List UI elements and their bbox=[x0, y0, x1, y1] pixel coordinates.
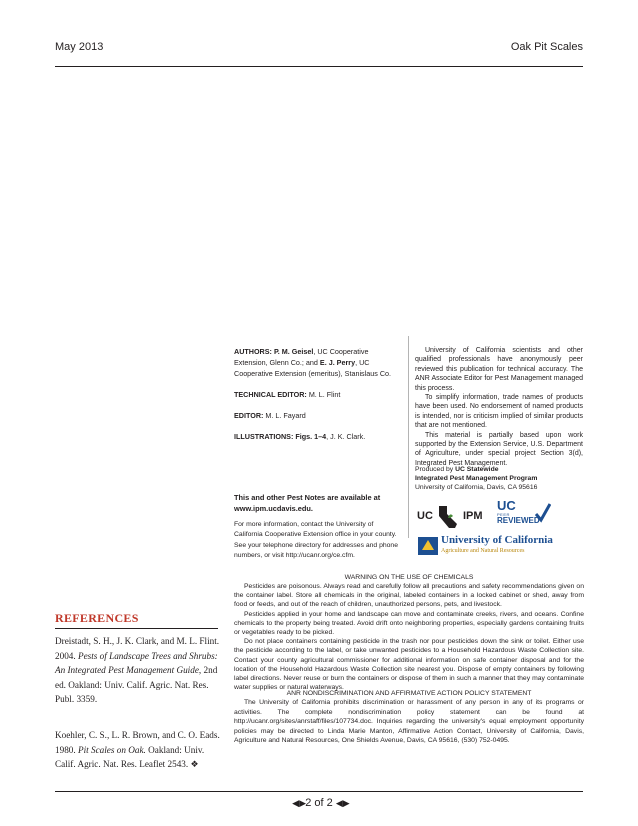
produced-program: Integrated Pest Management Program bbox=[415, 475, 538, 482]
uc-logo-text: UC bbox=[417, 510, 433, 522]
produced-by bbox=[415, 465, 583, 492]
reference-2-title: Pit Scales on Oak. bbox=[77, 744, 146, 755]
warning-paragraph-3: Do not place containers containing pesticide in the trash nor pour pesticides down the sink or toilet. Either use the pesticide according to the label, or take unwanted pesticides to a Household Hazardous Waste Collection site. Contact your county agricultural commissioner for additional information on safe container disposal and for the location of the Household Hazardous Waste Collection site nearest you. Dispose of empty containers by following label directions. Never reuse or burn the containers or dispose of them in such a manner that they may contaminate water supplies or natural waterways. bbox=[234, 638, 584, 692]
reference-1-authors: Dreistadt, S. H., J. K. Clark, and M. L. Flint. 2004. bbox=[55, 636, 220, 661]
ipm-logo-text: IPM bbox=[463, 510, 483, 522]
arrow-right-icon: ◀▶ bbox=[335, 798, 350, 808]
editor-line bbox=[234, 410, 400, 421]
header-rule bbox=[55, 66, 583, 67]
tech-editor-value: M. L. Flint bbox=[308, 390, 341, 399]
footer-rule bbox=[55, 791, 583, 792]
review-paragraph-1: University of California scientists and other qualified professionals have anonymously peer reviewed this publication for technical accuracy. The ANR Associate Editor for Pest Management managed this process. bbox=[415, 347, 583, 392]
logo-group bbox=[415, 500, 585, 560]
peer-reviewed-label: REVIEWED bbox=[497, 516, 540, 525]
produced-address: University of California, Davis, CA 95616 bbox=[415, 484, 538, 491]
authors-label: AUTHORS: bbox=[234, 347, 272, 356]
anr-policy-body bbox=[234, 698, 584, 746]
pest-notes-line: This and other Pest Notes are available at bbox=[234, 493, 381, 502]
reference-item bbox=[55, 634, 221, 707]
peer-reviewed-badge bbox=[497, 498, 540, 530]
references-rule bbox=[55, 628, 218, 629]
page-number bbox=[0, 797, 638, 809]
page-number-text: 2 of 2 bbox=[305, 797, 333, 809]
warning-paragraph-2: Pesticides applied in your home and landscape can move and contaminate creeks, rivers, and oceans. Confine chemicals to the property being treated. Avoid drift onto neighboring properties, especially gardens containing fruits or vegetables ready to be picked. bbox=[234, 610, 584, 637]
author-2: E. J. Perry bbox=[319, 358, 356, 367]
review-statement bbox=[415, 346, 583, 468]
reference-item bbox=[55, 728, 221, 772]
author-1: P. M. Geisel bbox=[273, 347, 314, 356]
produced-line-2 bbox=[415, 474, 583, 483]
reference-1-publisher: , 2nd ed. Oakland: Univ. Calif. Agric. Nat. Res. Publ. 3359. bbox=[55, 665, 218, 705]
review-paragraph-2: To simplify information, trade names of products have been used. No endorsement of named products is intended, nor is criticism implied of similar products that are not mentioned. bbox=[415, 394, 583, 430]
illustrations-label: ILLUSTRATIONS: bbox=[234, 432, 294, 441]
anr-paragraph: The University of California prohibits discrimination or harassment of any person in any of its programs or activities. The complete nondiscrimination policy statement can be found at http://ucanr.org/sites/anrstaff/files/107734.doc. Inquiries regarding the university's equal employment opportunity policies may be directed to Linda Marie Manton, Affirmative Action Contact, University of California, Davis, Agriculture and Natural Resources, One Shields Avenue, Davis, CA 95616, (530) 752-0495. bbox=[234, 699, 584, 745]
column-divider bbox=[408, 336, 409, 538]
warning-paragraph-1: Pesticides are poisonous. Always read and carefully follow all precautions and safety recommendations given on the container label. Store all chemicals in the original, labeled containers in a locked cabinet or shed, away from food or feeds, and out of the reach of children, unauthorized persons, pets, and livestock. bbox=[234, 583, 584, 609]
illustrations-line bbox=[234, 431, 400, 442]
author-1-affil: , UC Cooperative Extension, Glenn Co.; and bbox=[234, 347, 369, 367]
pest-notes-url[interactable]: www.ipm.ucdavis.edu. bbox=[234, 504, 313, 513]
tech-editor-label: TECHNICAL EDITOR: bbox=[234, 390, 307, 399]
peer-label: PEER bbox=[497, 512, 510, 517]
reference-2-authors: Koehler, C. S., L. R. Brown, and C. O. Eads. 1980. bbox=[55, 730, 220, 755]
warning-title: WARNING ON THE USE OF CHEMICALS bbox=[344, 574, 474, 581]
page-header bbox=[55, 41, 583, 57]
author-2-affil: , UC Cooperative Extension (emeritus), Stanislaus Co. bbox=[234, 358, 391, 378]
anr-policy-title: ANR NONDISCRIMINATION AND AFFIRMATIVE ACTION POLICY STATEMENT bbox=[286, 690, 532, 697]
editor-label: EDITOR: bbox=[234, 411, 264, 420]
editor-value: M. L. Fayard bbox=[265, 411, 306, 420]
references-heading: REFERENCES bbox=[55, 611, 139, 625]
header-date: May 2013 bbox=[55, 41, 104, 53]
header-title: Oak Pit Scales bbox=[510, 41, 583, 53]
illustrations-value: , J. K. Clark. bbox=[326, 432, 366, 441]
california-map-icon bbox=[435, 504, 461, 530]
arrow-left-icon: ◀▶ bbox=[292, 798, 307, 808]
produced-line-1 bbox=[415, 465, 583, 474]
produced-org: UC Statewide bbox=[455, 466, 499, 473]
uc-anr-subtitle: Agriculture and Natural Resources bbox=[441, 548, 525, 554]
review-paragraph-3: This material is partially based upon work supported by the Extension Service, U.S. Department of Agriculture, under special project Section 3(d), Integrated Pest Management. bbox=[415, 431, 583, 467]
contact-info: For more information, contact the University of California Cooperative Extension office in your county. See your telephone directory for addresses and phone numbers, or visit http://ucanr.org/ce.cfm. bbox=[234, 521, 398, 560]
peer-uc: UC bbox=[497, 498, 516, 513]
checkmark-icon bbox=[535, 502, 551, 524]
reference-1-title: Pests of Landscape Trees and Shrubs: An Integrated Pest Management Guide bbox=[55, 650, 218, 676]
reference-2-publisher: Oakland: Univ. Calif. Agric. Nat. Res. Leaflet 2543. ❖ bbox=[55, 744, 205, 770]
produced-prefix: Produced by bbox=[415, 466, 456, 473]
uc-name: University of California bbox=[441, 534, 553, 546]
illustrations-figs: Figs. 1–4 bbox=[295, 432, 327, 441]
credits-block bbox=[234, 346, 400, 452]
pest-notes-availability bbox=[234, 492, 404, 514]
authors-line bbox=[234, 346, 400, 379]
warning-body bbox=[234, 582, 584, 692]
uc-seal-icon bbox=[417, 536, 439, 556]
tech-editor-line bbox=[234, 389, 400, 400]
